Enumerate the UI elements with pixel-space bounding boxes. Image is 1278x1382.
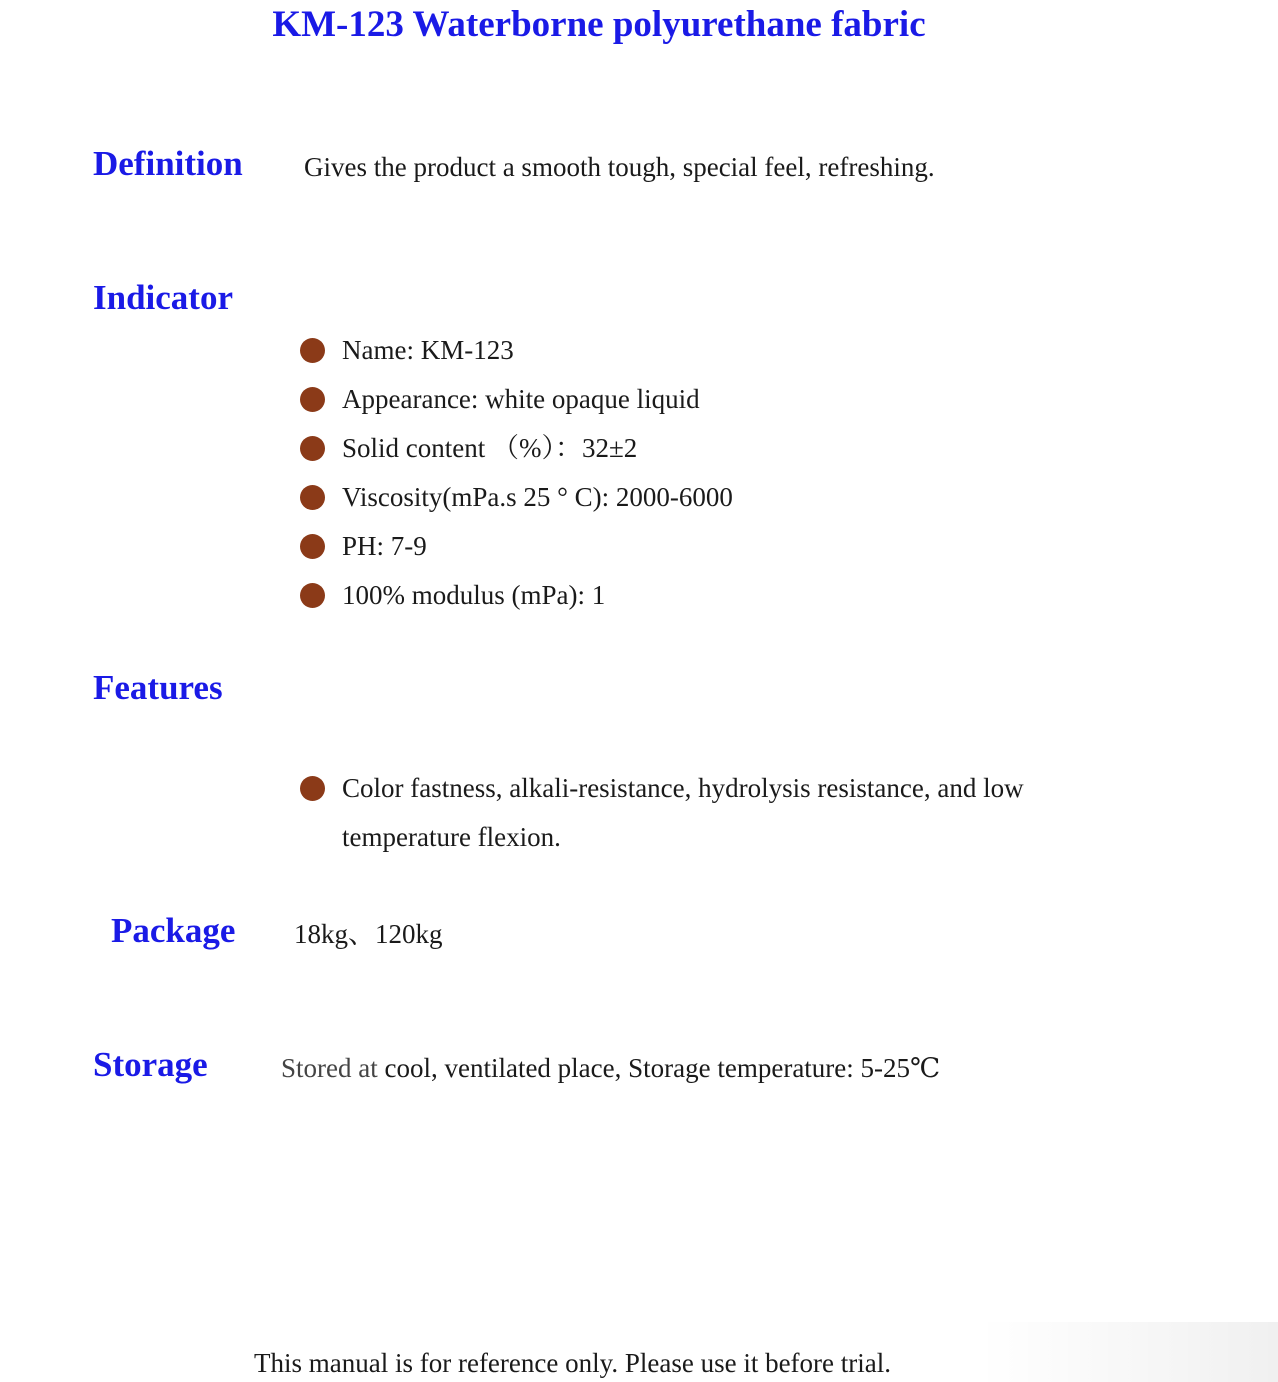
indicator-item [299, 424, 733, 473]
feature-item-text: Color fastness, alkali-resistance, hydrolysis resistance, and low temperature flexion. [342, 773, 1024, 852]
page-title: KM-123 Waterborne polyurethane fabric [272, 4, 926, 45]
indicator-item-text: 100% modulus (mPa): 1 [342, 580, 606, 610]
bullet-dot-icon [300, 583, 325, 608]
storage-prefix: Stored at [281, 1053, 385, 1083]
bullet-dot-icon [300, 534, 325, 559]
footer-note: This manual is for reference only. Please use it before trial. [254, 1348, 892, 1378]
features-heading: Features [93, 668, 223, 707]
indicator-item [299, 473, 733, 522]
indicator-item-text: Viscosity(mPa.s 25 ° C): 2000-6000 [342, 482, 733, 512]
indicator-item [299, 375, 733, 424]
indicator-item-text: Solid content （%）：32±2 [342, 433, 638, 463]
indicator-item-text: Name: KM-123 [342, 335, 514, 365]
bullet-dot-icon [300, 436, 325, 461]
definition-text: Gives the product a smooth tough, special feel, refreshing. [304, 152, 935, 182]
storage-text: cool, ventilated place, Storage temperature: 5-25℃ [384, 1053, 941, 1083]
indicator-item-text: Appearance: white opaque liquid [342, 384, 700, 414]
package-text: 18kg、120kg [294, 919, 443, 949]
page-edge-shadow [978, 1322, 1278, 1382]
bullet-dot-icon [300, 387, 325, 412]
indicator-item [299, 326, 733, 375]
bullet-dot-icon [300, 485, 325, 510]
bullet-dot-icon [300, 776, 325, 801]
definition-heading: Definition [93, 144, 243, 183]
indicator-item [299, 571, 733, 620]
feature-item [299, 764, 1102, 862]
indicator-item [299, 522, 733, 571]
indicator-list [299, 326, 733, 620]
features-list [299, 764, 1102, 862]
indicator-item-text: PH: 7-9 [342, 531, 427, 561]
storage-line [281, 1051, 940, 1085]
indicator-heading: Indicator [93, 278, 233, 317]
package-heading: Package [111, 911, 236, 950]
bullet-dot-icon [300, 338, 325, 363]
storage-heading: Storage [93, 1045, 208, 1084]
